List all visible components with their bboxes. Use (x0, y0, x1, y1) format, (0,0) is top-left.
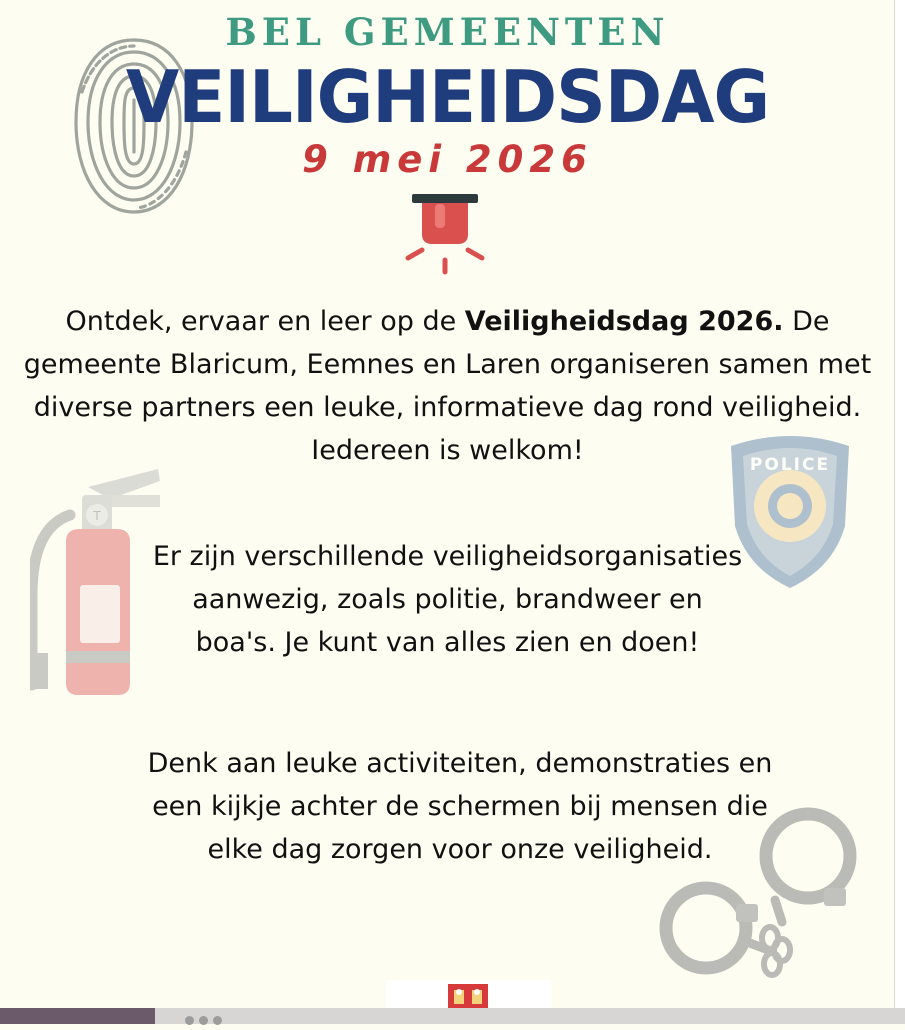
fire-extinguisher-icon (30, 465, 170, 700)
badge-text: POLICE (749, 455, 831, 475)
intro-text-end: De gemeente Blaricum, Eemnes en Laren organiseren samen met diverse partners een leuke, informatieve dag rond veiligheid. Iedereen is welkom! (23, 306, 872, 466)
header-subtitle: BEL GEMEENTEN (225, 10, 670, 54)
municipality-logo (386, 980, 551, 1008)
event-date: 9 mei 2026 (302, 138, 593, 181)
intro-paragraph (22, 300, 873, 472)
window-edge (894, 0, 905, 1024)
intro-event-name: Veiligheidsdag 2026. (464, 306, 784, 337)
svg-text:T: T (93, 509, 101, 523)
activities-paragraph: Denk aan leuke activiteiten, demonstraties en een kijkje achter de schermen bij mensen die elke dag zorgen voor onze veiligheid. (147, 748, 773, 865)
organisations-paragraph: Er zijn verschillende veiligheidsorganisaties aanwezig, zoals politie, brandweer en boa's. Je kunt van alles zien en doen! (152, 541, 743, 658)
background-window-strip (0, 1008, 905, 1024)
page-title: VEILIGHEIDSDAG (125, 56, 770, 140)
intro-text-start: Ontdek, ervaar en leer op de (65, 306, 465, 337)
siren-icon (402, 192, 488, 276)
